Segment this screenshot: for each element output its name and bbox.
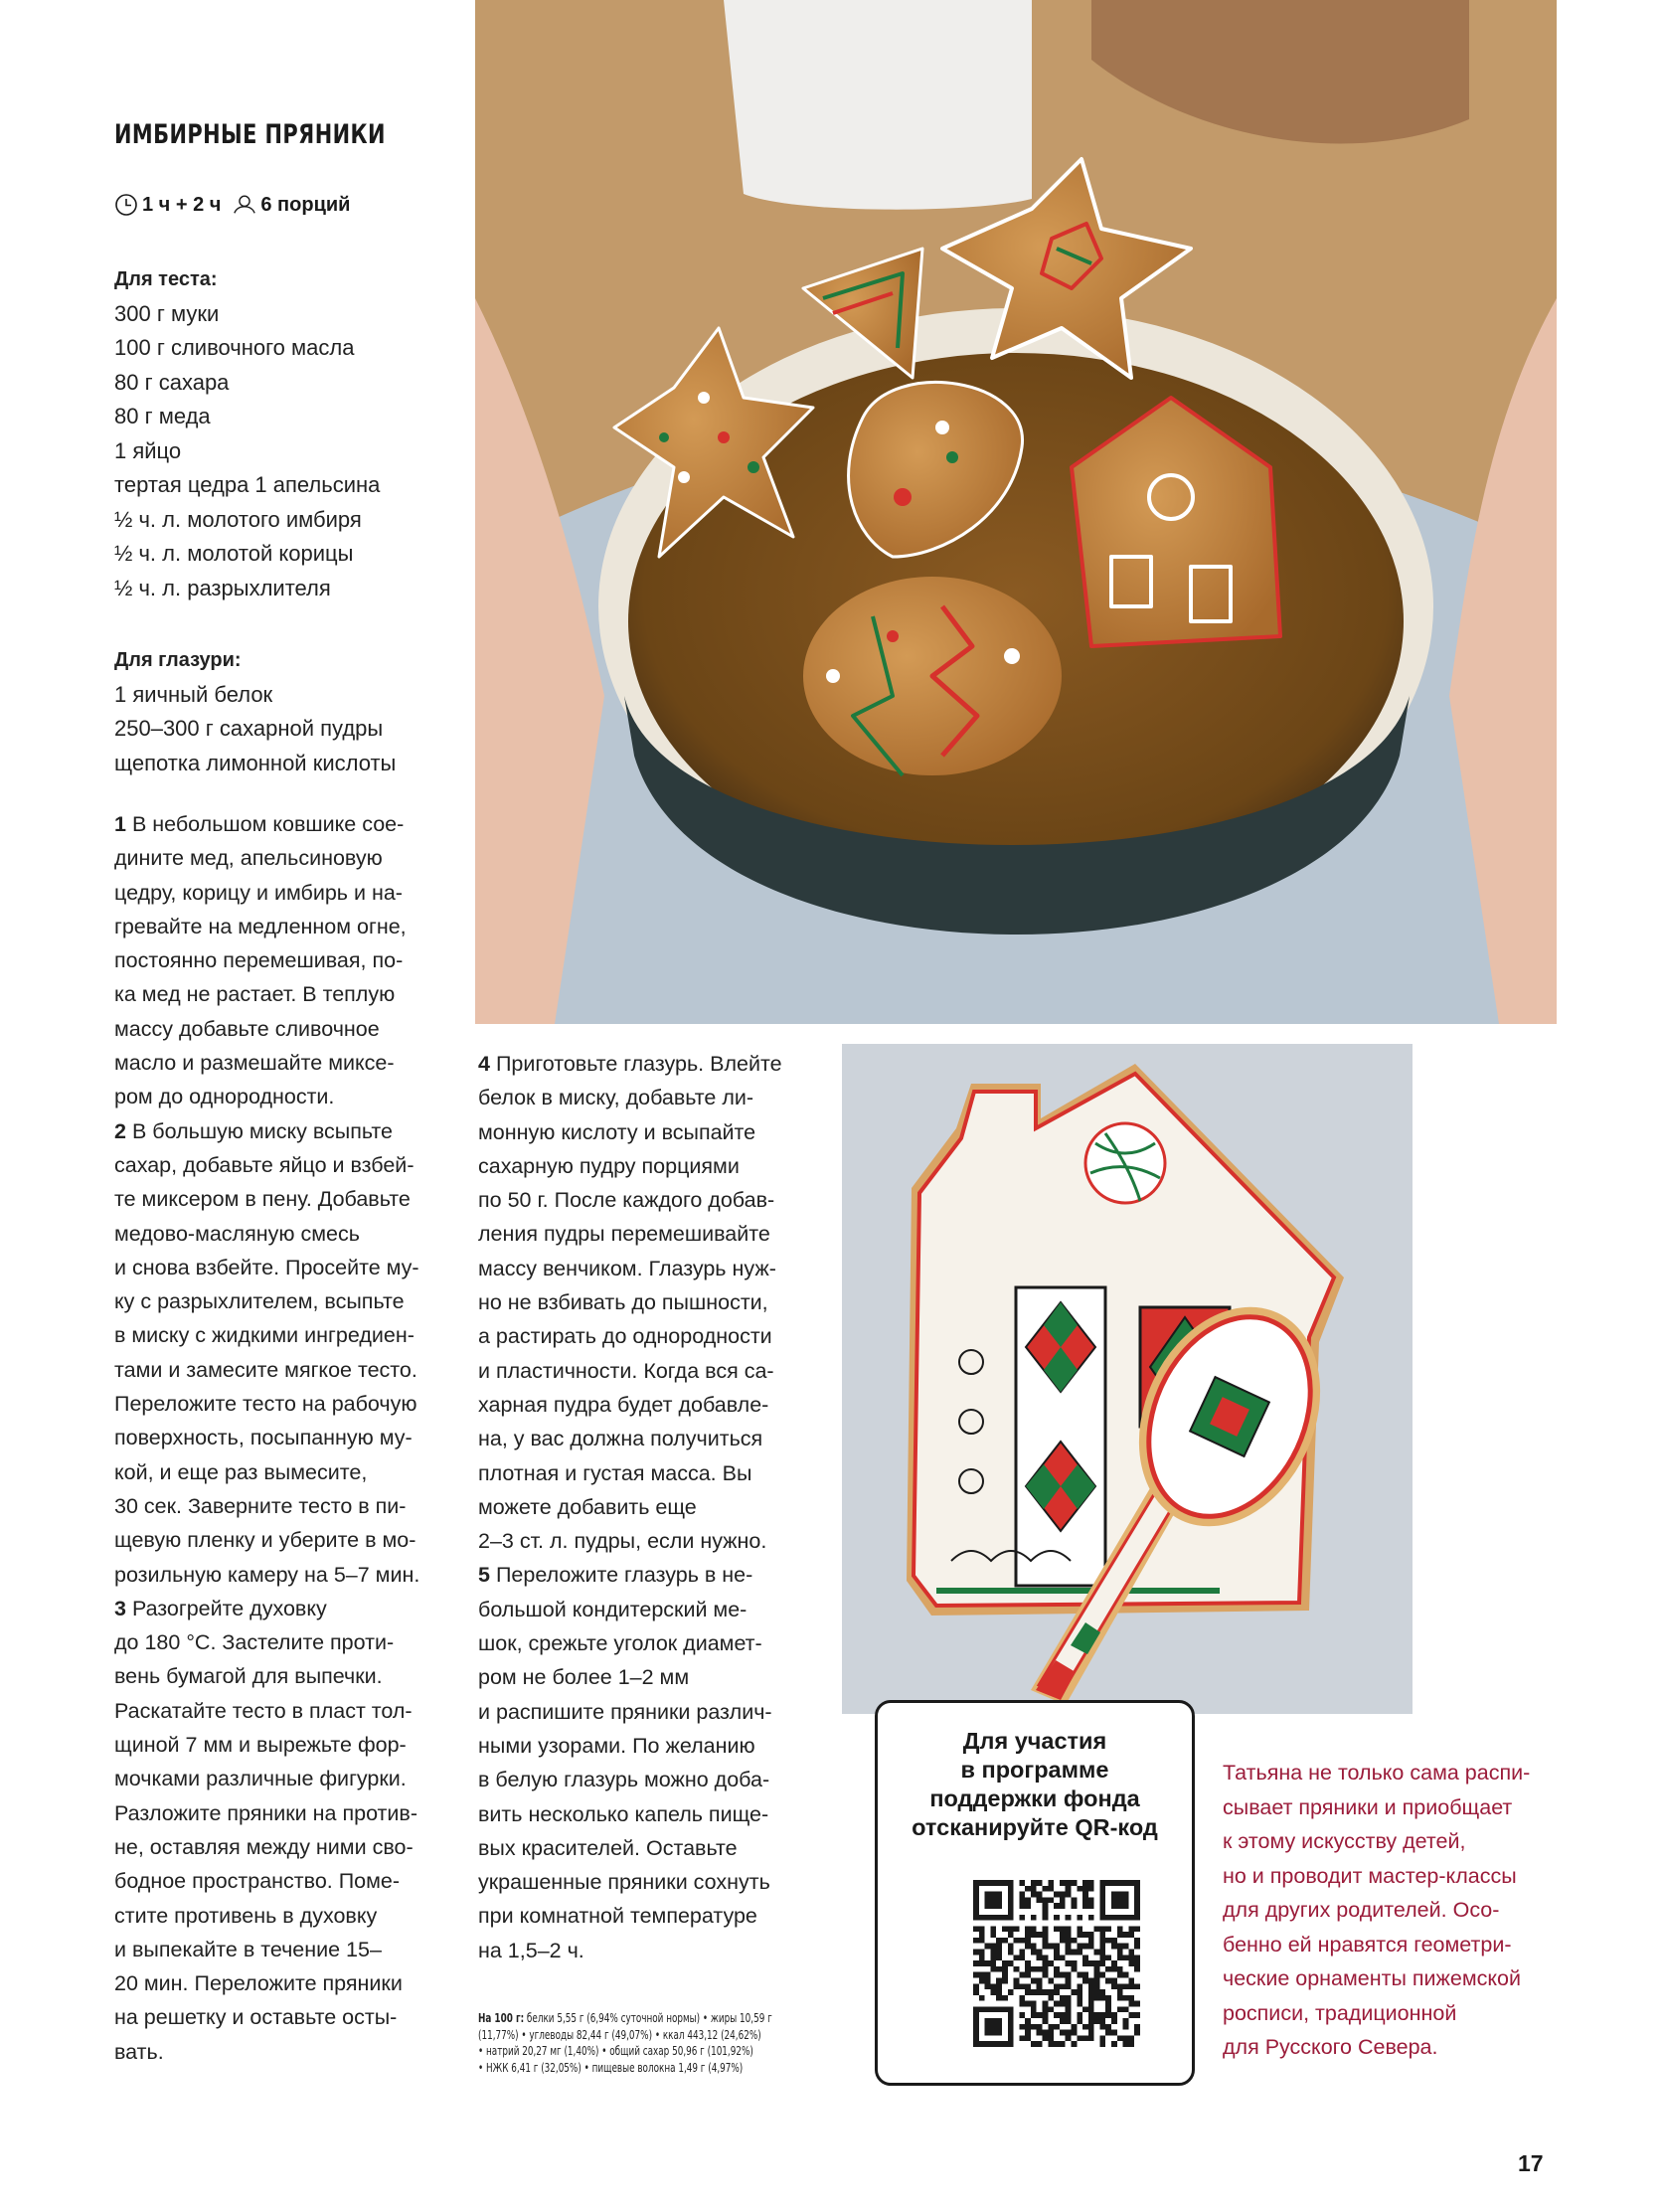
- glaze-ingredient-list: [114, 678, 442, 781]
- step-text: розильную камеру на 5–7 мин.: [114, 1562, 420, 1587]
- step-text: при комнатной температуре: [478, 1904, 757, 1929]
- step-text: монную кислоту и всыпайте: [478, 1119, 756, 1144]
- caption-line: ческие орнаменты пижемской: [1223, 1966, 1522, 1990]
- caption-line: сывает пряники и приобщает: [1223, 1794, 1513, 1819]
- step-line: [478, 1115, 816, 1149]
- step-line: [114, 1933, 452, 1966]
- step-text: 2–3 ст. л. пудры, если нужно.: [478, 1529, 767, 1554]
- step-text: украшенные пряники сохнуть: [478, 1870, 770, 1895]
- servings: 6 порций: [260, 193, 351, 216]
- step-text: массу венчиком. Глазурь нуж-: [478, 1256, 776, 1280]
- qr-title-line: в программе: [960, 1757, 1109, 1783]
- step-line: [114, 1625, 452, 1659]
- caption-line: росписи, традиционной: [1223, 2000, 1457, 2025]
- step-line: [478, 1490, 816, 1524]
- ingredient-item: ½ ч. л. молотого имбиря: [114, 506, 362, 532]
- step-line: [114, 2000, 452, 2034]
- photo-caption: [1223, 1756, 1551, 2065]
- step-text: вать.: [114, 2039, 164, 2064]
- step-line: [114, 977, 452, 1011]
- step-text: щиной 7 мм и вырежьте фор-: [114, 1733, 407, 1758]
- step-line: [114, 2035, 452, 2069]
- step-text: Переложите тесто на рабочую: [114, 1392, 417, 1417]
- ingredient-item: 1 яичный белок: [114, 681, 273, 707]
- glaze-header: Для глазури:: [114, 649, 242, 671]
- step-text: и выпекайте в течение 15–: [114, 1937, 382, 1961]
- ingredient-item: щепотка лимонной кислоты: [114, 750, 397, 775]
- step-line: [478, 1149, 816, 1183]
- step-text: массу добавьте сливочное: [114, 1016, 380, 1041]
- recipe-title: ИМБИРНЫЕ ПРЯНИКИ: [114, 119, 386, 150]
- step-line: [478, 1763, 816, 1796]
- step-text: вить несколько капель пище-: [478, 1801, 769, 1826]
- step-text: кой, и еще раз вымесите,: [114, 1459, 368, 1484]
- step-line: [114, 1318, 452, 1352]
- step-line: [478, 1252, 816, 1285]
- step-text: ром не более 1–2 мм: [478, 1665, 690, 1690]
- step-text: шок, срежьте уголок диамет-: [478, 1631, 762, 1656]
- step-line: [478, 1524, 816, 1558]
- step-text: и пластичности. Когда вся са-: [478, 1358, 774, 1383]
- ingredient-item: 100 г сливочного масла: [114, 335, 355, 360]
- step-line: [114, 1148, 452, 1182]
- step-line: [114, 1592, 452, 1625]
- steps-column-2: [478, 1047, 816, 1967]
- ingredients: [114, 262, 442, 780]
- step-line: [114, 1421, 452, 1454]
- nutrition-text: (11,77%) • углеводы 82,44 г (49,07%) • ккал 443,12 (24,62%): [478, 2026, 761, 2042]
- step-text: поверхность, посыпанную му-: [114, 1426, 413, 1450]
- ingredient-item: 300 г муки: [114, 300, 220, 326]
- step-text: ными узорами. По желанию: [478, 1733, 755, 1758]
- step-text: В большую миску всыпьте: [131, 1118, 393, 1143]
- step-line: [114, 943, 452, 977]
- step-text: сахарную пудру порциями: [478, 1153, 740, 1178]
- step-text: Раскатайте тесто в пласт тол-: [114, 1698, 413, 1723]
- dough-ingredient-list: [114, 297, 442, 606]
- step-text: вень бумагой для выпечки.: [114, 1664, 383, 1689]
- nutrition-line: [478, 2043, 819, 2060]
- step-line: [114, 1080, 452, 1113]
- step-text: бодное пространство. Поме-: [114, 1869, 401, 1894]
- step-line: [114, 1966, 452, 2000]
- step-number: 1: [114, 812, 126, 836]
- step-text: в миску с жидкими ингредиен-: [114, 1323, 415, 1348]
- ingredient-item: 80 г сахара: [114, 369, 230, 395]
- step-line: [478, 1899, 816, 1933]
- nutrition-line: [478, 2060, 819, 2077]
- step-line: [478, 1047, 816, 1081]
- step-line: [478, 1388, 816, 1422]
- dough-header: Для теста:: [114, 268, 218, 290]
- step-line: [114, 1864, 452, 1898]
- step-line: [114, 1114, 452, 1148]
- step-text: на 1,5–2 ч.: [478, 1938, 584, 1962]
- step-line: [114, 1694, 452, 1728]
- caption-line: для других родителей. Осо-: [1223, 1898, 1500, 1922]
- step-text: на решетку и оставьте осты-: [114, 2005, 398, 2030]
- ingredient-item: 80 г меда: [114, 404, 211, 428]
- step-text: и распишите пряники различ-: [478, 1699, 772, 1724]
- step-text: щевую пленку и уберите в мо-: [114, 1528, 416, 1553]
- step-text: масло и размешайте миксе-: [114, 1051, 395, 1076]
- step-text: постоянно перемешивая, по-: [114, 948, 404, 973]
- step-line: [478, 1558, 816, 1592]
- step-text: ку с разрыхлителем, всыпьте: [114, 1289, 405, 1314]
- nutrition-text: белки 5,55 г (6,94% суточной нормы) • жиры 10,59 г: [526, 2010, 772, 2025]
- caption-line: бенно ей нравятся геометри-: [1223, 1932, 1512, 1957]
- step-number: 2: [114, 1118, 126, 1143]
- step-line: [114, 876, 452, 910]
- step-text: а растирать до однородности: [478, 1324, 772, 1349]
- step-line: [478, 1456, 816, 1490]
- ingredient-item: 1 яйцо: [114, 437, 182, 463]
- step-text: на, у вас должна получиться: [478, 1427, 763, 1451]
- step-text: можете добавить еще: [478, 1494, 697, 1519]
- person-icon: [233, 193, 256, 217]
- step-text: не, оставляя между ними сво-: [114, 1834, 414, 1859]
- qr-callout-title: [878, 1727, 1192, 1842]
- caption-line: Татьяна не только сама распи-: [1223, 1761, 1531, 1785]
- step-line: [114, 1762, 452, 1795]
- step-number: 3: [114, 1596, 126, 1620]
- caption-line: для Русского Севера.: [1223, 2035, 1438, 2059]
- qr-title-line: отсканируйте QR-код: [912, 1814, 1158, 1840]
- step-line: [114, 1284, 452, 1318]
- step-line: [114, 1046, 452, 1080]
- step-line: [478, 1285, 816, 1319]
- step-line: [114, 1728, 452, 1762]
- nutrition-line: [478, 2027, 819, 2044]
- ingredient-item: 250–300 г сахарной пудры: [114, 716, 384, 741]
- nutrition-facts: [478, 2010, 819, 2076]
- step-text: вых красителей. Оставьте: [478, 1835, 738, 1860]
- step-text: гревайте на медленном огне,: [114, 914, 407, 938]
- nutrition-label: На 100 г:: [478, 2010, 525, 2025]
- step-line: [114, 1455, 452, 1489]
- step-line: [478, 1183, 816, 1217]
- ingredient-item: ½ ч. л. разрыхлителя: [114, 575, 331, 600]
- step-text: Разложите пряники на против-: [114, 1800, 417, 1825]
- caption-line: но и проводит мастер-классы: [1223, 1863, 1517, 1888]
- ingredient-item: ½ ч. л. молотой корицы: [114, 541, 354, 566]
- step-text: плотная и густая масса. Вы: [478, 1460, 752, 1485]
- step-line: [478, 1695, 816, 1729]
- step-text: ления пудры перемешивайте: [478, 1222, 770, 1247]
- step-line: [478, 1319, 816, 1353]
- step-text: до 180 °С. Застелите проти-: [114, 1630, 395, 1655]
- step-line: [478, 1831, 816, 1865]
- step-text: большой кондитерский ме-: [478, 1597, 748, 1621]
- step-text: мочками различные фигурки.: [114, 1767, 407, 1791]
- step-text: те миксером в пену. Добавьте: [114, 1187, 411, 1212]
- step-line: [478, 1797, 816, 1831]
- step-text: цедру, корицу и имбирь и на-: [114, 880, 403, 905]
- step-line: [478, 1729, 816, 1763]
- cook-time: 1 ч + 2 ч: [142, 193, 222, 216]
- step-line: [114, 841, 452, 875]
- step-text: стите противень в духовку: [114, 1903, 378, 1928]
- step-text: 30 сек. Заверните тесто в пи-: [114, 1493, 407, 1518]
- step-line: [478, 1865, 816, 1899]
- step-text: и снова взбейте. Просейте му-: [114, 1255, 419, 1279]
- step-text: тами и замесите мягкое тесто.: [114, 1357, 417, 1382]
- step-line: [114, 1217, 452, 1251]
- step-text: в белую глазурь можно доба-: [478, 1768, 770, 1792]
- step-text: по 50 г. После каждого добав-: [478, 1188, 775, 1213]
- step-line: [114, 1523, 452, 1557]
- caption-line: к этому искусству детей,: [1223, 1829, 1466, 1853]
- step-text: Приготовьте глазурь. Влейте: [495, 1052, 782, 1076]
- ingredient-item: тертая цедра 1 апельсина: [114, 472, 381, 497]
- step-line: [114, 1012, 452, 1046]
- step-line: [478, 1081, 816, 1114]
- painted-gingerbread-photo: [842, 1044, 1413, 1714]
- step-text: дините мед, апельсиновую: [114, 846, 383, 871]
- step-line: [114, 807, 452, 841]
- step-line: [114, 910, 452, 943]
- qr-callout: [875, 1700, 1195, 2086]
- step-number: 5: [478, 1563, 490, 1588]
- step-line: [478, 1422, 816, 1455]
- step-line: [478, 1217, 816, 1251]
- step-line: [114, 1182, 452, 1216]
- step-line: [478, 1626, 816, 1660]
- step-line: [114, 1899, 452, 1933]
- step-line: [114, 1489, 452, 1523]
- step-line: [114, 1796, 452, 1830]
- step-text: медово-масляную смесь: [114, 1221, 360, 1246]
- step-text: Переложите глазурь в не-: [495, 1563, 753, 1588]
- qr-title-line: Для участия: [962, 1728, 1107, 1754]
- clock-icon: [114, 193, 138, 217]
- step-line: [114, 1387, 452, 1421]
- step-text: но не взбивать до пышности,: [478, 1290, 768, 1315]
- step-text: сахар, добавьте яйцо и взбей-: [114, 1152, 415, 1177]
- step-text: ром до однородности.: [114, 1085, 335, 1109]
- nutrition-text: • НЖК 6,41 г (32,05%) • пищевые волокна 1,49 г (4,97%): [478, 2059, 744, 2075]
- step-line: [478, 1593, 816, 1626]
- nutrition-text: • натрий 20,27 мг (1,40%) • общий сахар 50,96 г (101,92%): [478, 2043, 753, 2058]
- step-line: [114, 1251, 452, 1284]
- step-text: 20 мин. Переложите пряники: [114, 1971, 403, 1996]
- recipe-meta: [114, 193, 350, 217]
- steps-column-1: [114, 807, 452, 2069]
- step-line: [478, 1660, 816, 1694]
- step-line: [114, 1830, 452, 1864]
- qr-title-line: поддержки фонда: [929, 1786, 1140, 1811]
- step-line: [478, 1354, 816, 1388]
- step-text: харная пудра будет добавле-: [478, 1392, 769, 1417]
- qr-code-icon[interactable]: [973, 1880, 1140, 2047]
- step-line: [114, 1659, 452, 1693]
- step-line: [478, 1934, 816, 1967]
- step-text: белок в миску, добавьте ли-: [478, 1086, 754, 1110]
- page-number: 17: [1518, 2150, 1544, 2176]
- step-number: 4: [478, 1052, 490, 1076]
- gingerbread-bowl-photo: [475, 0, 1557, 1024]
- step-text: В небольшом ковшике сое-: [131, 812, 405, 836]
- step-line: [114, 1353, 452, 1387]
- step-text: Разогрейте духовку: [131, 1596, 327, 1620]
- step-line: [114, 1558, 452, 1592]
- step-text: ка мед не растает. В теплую: [114, 982, 396, 1007]
- nutrition-line: [478, 2010, 819, 2027]
